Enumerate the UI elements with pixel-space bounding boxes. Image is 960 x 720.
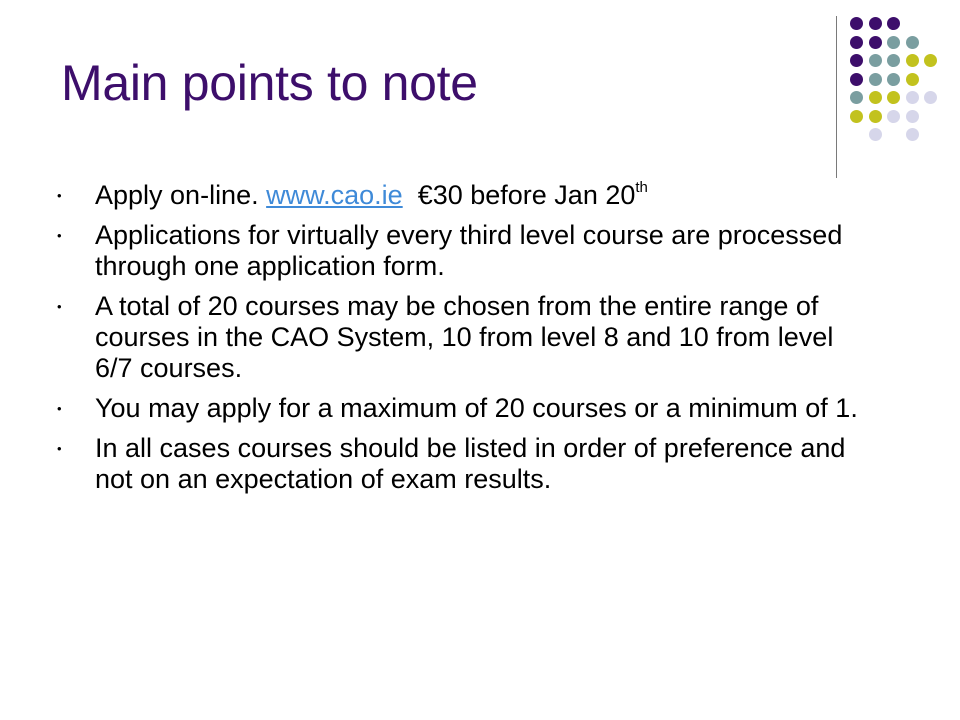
vertical-divider bbox=[836, 16, 837, 178]
decorative-dot bbox=[850, 73, 863, 86]
decorative-dot bbox=[887, 36, 900, 49]
decorative-dot bbox=[869, 110, 882, 123]
bullet-item-one-application bbox=[54, 220, 874, 282]
bullet-item-twenty-courses bbox=[54, 291, 874, 384]
decorative-dot bbox=[924, 54, 937, 67]
decorative-dot bbox=[906, 73, 919, 86]
decorative-dot bbox=[869, 73, 882, 86]
bullet-icon: • bbox=[57, 401, 62, 416]
decorative-dot bbox=[869, 36, 882, 49]
decorative-dot bbox=[850, 17, 863, 30]
bullet-text: Applications for virtually every third level course are processed through one application form. bbox=[95, 220, 843, 281]
bullet-item-max-min bbox=[54, 393, 874, 424]
bullet-icon: • bbox=[57, 188, 62, 203]
decorative-dot bbox=[850, 36, 863, 49]
bullet-text: A total of 20 courses may be chosen from the entire range of courses in the CAO System, 10 from level 8 and 10 from level 6/7 courses. bbox=[95, 291, 834, 383]
decorative-dot bbox=[906, 91, 919, 104]
slide-title: Main points to note bbox=[61, 55, 478, 111]
decorative-dot bbox=[887, 73, 900, 86]
decorative-dot bbox=[906, 128, 919, 141]
decorative-dot bbox=[887, 91, 900, 104]
bullet-icon: • bbox=[57, 441, 62, 456]
bullet-icon: • bbox=[57, 299, 62, 314]
cao-website-link[interactable]: www.cao.ie bbox=[266, 180, 403, 210]
decorative-dot bbox=[906, 36, 919, 49]
bullet-list bbox=[54, 180, 874, 504]
bullet-text: You may apply for a maximum of 20 courses or a minimum of 1. bbox=[95, 393, 858, 423]
bullet-icon: • bbox=[57, 228, 62, 243]
decorative-dot bbox=[924, 91, 937, 104]
bullet-text: In all cases courses should be listed in order of preference and not on an expectation of exam results. bbox=[95, 433, 846, 494]
decorative-dot bbox=[850, 54, 863, 67]
decorative-dot bbox=[850, 91, 863, 104]
decorative-dot bbox=[869, 54, 882, 67]
decorative-dot bbox=[906, 54, 919, 67]
decorative-dot bbox=[906, 110, 919, 123]
decorative-dot bbox=[887, 17, 900, 30]
decorative-dot bbox=[869, 128, 882, 141]
bullet-item-order-of-preference bbox=[54, 433, 874, 495]
bullet-lead-text: Apply on-line. bbox=[95, 180, 259, 210]
decorative-dot bbox=[887, 110, 900, 123]
decorative-dot bbox=[869, 17, 882, 30]
date-superscript: th bbox=[635, 179, 648, 196]
decorative-dot bbox=[887, 54, 900, 67]
decorative-dot bbox=[850, 110, 863, 123]
bullet-item-apply-online bbox=[54, 180, 874, 211]
decorative-dot bbox=[869, 91, 882, 104]
bullet-fee-text: €30 before Jan 20 bbox=[417, 180, 636, 210]
